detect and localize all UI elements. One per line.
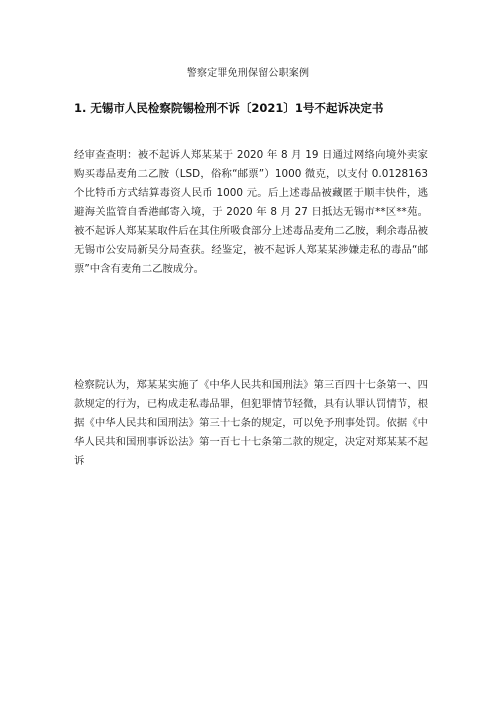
case-facts-paragraph: 经审查查明：被不起诉人郑某某于 2020 年 8 月 19 日通过网络向境外卖家购买毒品麦角二乙胺（LSD，俗称“邮票”）1000 微克，以支付 0.0128163 个比特币方式结算毒资人民币 1000 元。后上述毒品被藏匿于顺丰快件，逃避海关监管自香港邮寄入境，于 2020 年 8 月 27 日抵达无锡市**区**苑。被不起诉人郑某某取件后在其住所吸食部分上述毒品麦角二乙胺，剩余毒品被无锡市公安局新吴分局查获。经鉴定，被不起诉人郑某某涉嫌走私的毒品“邮票”中含有麦角二乙胺成分。 — [74, 149, 428, 275]
case-title: 1. 无锡市人民检察院锡检刑不诉〔2021〕1号不起诉决定书 — [74, 101, 384, 115]
procuratorate-opinion-paragraph: 检察院认为，郑某某实施了《中华人民共和国刑法》第三百四十七条第一、四款规定的行为，已构成走私毒品罪，但犯罪情节轻微，具有认罪认罚情节，根据《中华人民共和国刑法》第三十七条的规定，可以免予刑事处罚。依据《中华人民共和国刑事诉讼法》第一百七十七条第二款的规定，决定对郑某某不起诉 — [74, 379, 428, 467]
document-header: 警察定罪免刑保留公职案例 — [186, 68, 310, 79]
